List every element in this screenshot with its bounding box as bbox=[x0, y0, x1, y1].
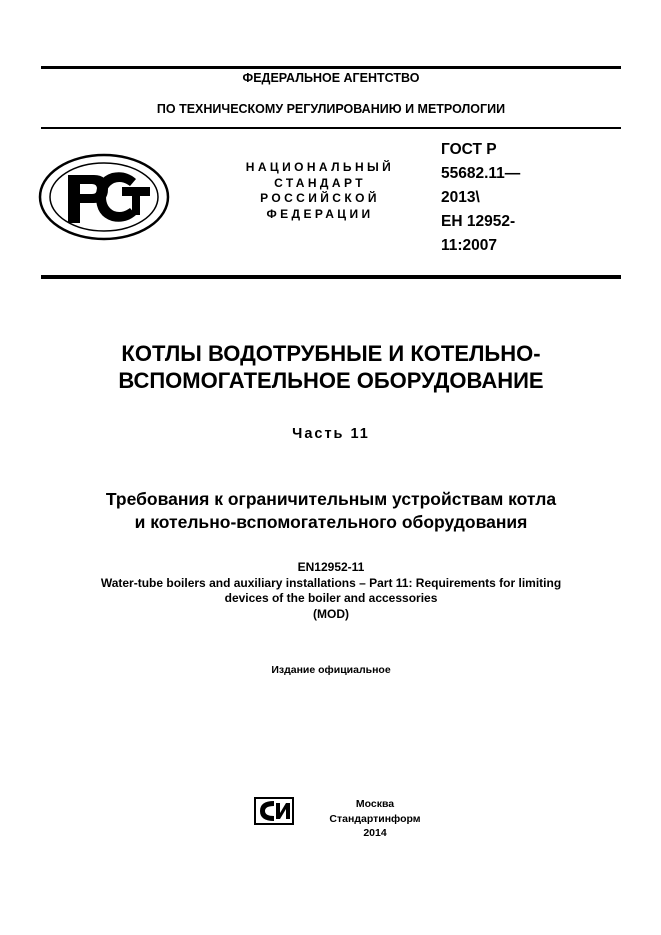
designation-line-4: ЕН 12952- bbox=[441, 213, 516, 230]
designation-line-5: 11:2007 bbox=[441, 237, 498, 254]
part-number: Часть 11 bbox=[292, 426, 370, 442]
designation-line-2: 55682.11— bbox=[441, 165, 521, 182]
en-title-line-1: Water-tube boilers and auxiliary installations – Part 11: Requirements for limiting bbox=[100, 575, 562, 590]
bottom-header-rule bbox=[41, 275, 621, 279]
agency-line-1: ФЕДЕРАЛЬНОЕ АГЕНТСТВО bbox=[242, 71, 420, 85]
publisher-city: Москва bbox=[355, 798, 395, 810]
standard-designation bbox=[441, 138, 611, 258]
standard-type-line-2: СТАНДАРТ bbox=[274, 175, 366, 190]
publisher-year: 2014 bbox=[363, 827, 387, 839]
rst-logo-icon bbox=[38, 153, 170, 241]
standard-type-line-4: ФЕДЕРАЦИИ bbox=[266, 206, 374, 221]
header-rule bbox=[41, 127, 621, 129]
title-line-2: ВСПОМОГАТЕЛЬНОЕ ОБОРУДОВАНИЕ bbox=[118, 368, 544, 393]
agency-line-2: ПО ТЕХНИЧЕСКОМУ РЕГУЛИРОВАНИЮ И МЕТРОЛОГИИ bbox=[156, 102, 506, 116]
designation-line-1: ГОСТ Р bbox=[441, 141, 497, 158]
standard-type bbox=[222, 160, 418, 222]
publisher-block bbox=[325, 797, 425, 841]
title-line-1: КОТЛЫ ВОДОТРУБНЫЕ И КОТЕЛЬНО- bbox=[121, 341, 541, 366]
document-subtitle bbox=[41, 488, 621, 534]
subtitle-line-2: и котельно-вспомогательного оборудования bbox=[134, 512, 528, 532]
document-title bbox=[41, 340, 621, 394]
publisher-name: Стандартинформ bbox=[329, 812, 421, 825]
standartinform-logo-icon bbox=[254, 797, 294, 825]
en-mod: (MOD) bbox=[313, 606, 349, 621]
en-reference bbox=[41, 560, 621, 622]
en-code: EN12952-11 bbox=[297, 560, 365, 574]
top-rule bbox=[41, 66, 621, 69]
en-title-line-2: devices of the boiler and accessories bbox=[224, 591, 438, 605]
designation-line-3: 2013\ bbox=[441, 189, 480, 206]
subtitle-line-1: Требования к ограничительным устройствам котла bbox=[105, 489, 557, 509]
standard-type-line-3: РОССИЙСКОЙ bbox=[260, 191, 380, 205]
standard-type-line-1: НАЦИОНАЛЬНЫЙ bbox=[245, 160, 395, 174]
edition-label: Издание официальное bbox=[271, 664, 391, 676]
